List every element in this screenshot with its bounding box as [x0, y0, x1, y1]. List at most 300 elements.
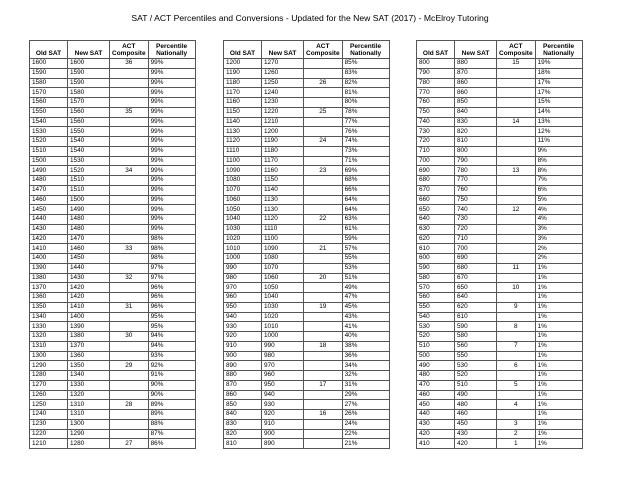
table-row — [30, 293, 196, 303]
table-row — [417, 195, 583, 205]
table-row — [224, 68, 390, 78]
table-row — [417, 166, 583, 176]
act-composite-cell — [110, 205, 149, 215]
act-composite-cell: 4 — [497, 400, 536, 410]
new-sat-cell: 860 — [455, 78, 497, 88]
table-row — [417, 176, 583, 186]
percentile-cell: 63% — [342, 215, 389, 225]
old-sat-cell: 1110 — [224, 146, 262, 156]
old-sat-cell: 1460 — [30, 195, 68, 205]
percentile-cell: 6% — [535, 185, 582, 195]
act-composite-cell — [110, 293, 149, 303]
act-composite-cell: 5 — [497, 380, 536, 390]
table-row — [30, 429, 196, 439]
new-sat-cell: 930 — [262, 400, 304, 410]
old-sat-cell: 550 — [417, 302, 455, 312]
new-sat-cell: 1290 — [68, 429, 110, 439]
percentile-cell: 1% — [535, 341, 582, 351]
new-sat-cell: 980 — [262, 351, 304, 361]
table-row — [224, 371, 390, 381]
table-row — [417, 361, 583, 371]
table-row — [224, 98, 390, 108]
percentile-cell: 77% — [342, 117, 389, 127]
act-composite-cell — [497, 215, 536, 225]
act-composite-cell — [497, 146, 536, 156]
act-composite-cell — [497, 127, 536, 137]
old-sat-cell: 960 — [224, 293, 262, 303]
percentile-cell: 18% — [535, 68, 582, 78]
act-composite-cell: 3 — [497, 419, 536, 429]
old-sat-cell: 1290 — [30, 361, 68, 371]
percentile-cell: 81% — [342, 88, 389, 98]
act-composite-cell — [110, 380, 149, 390]
act-composite-cell — [497, 224, 536, 234]
new-sat-cell: 620 — [455, 302, 497, 312]
old-sat-cell: 1210 — [30, 439, 68, 449]
old-sat-cell: 790 — [417, 68, 455, 78]
percentile-cell: 1% — [535, 312, 582, 322]
new-sat-cell: 860 — [455, 88, 497, 98]
old-sat-cell: 1190 — [224, 68, 262, 78]
table-row — [224, 88, 390, 98]
old-sat-cell: 1010 — [224, 244, 262, 254]
table-row — [417, 185, 583, 195]
act-composite-cell: 34 — [110, 166, 149, 176]
new-sat-cell: 1510 — [68, 185, 110, 195]
act-composite-cell: 12 — [497, 205, 536, 215]
table-row — [224, 117, 390, 127]
old-sat-cell: 580 — [417, 273, 455, 283]
old-sat-cell: 1030 — [224, 224, 262, 234]
table-row — [30, 137, 196, 147]
percentile-cell: 92% — [148, 361, 195, 371]
old-sat-cell: 1590 — [30, 68, 68, 78]
old-sat-cell: 670 — [417, 185, 455, 195]
old-sat-cell: 1360 — [30, 293, 68, 303]
percentile-cell: 31% — [342, 380, 389, 390]
act-composite-cell — [110, 127, 149, 137]
percentile-cell: 38% — [342, 341, 389, 351]
table-row — [30, 390, 196, 400]
act-composite-cell: 16 — [304, 410, 343, 420]
table-row — [224, 410, 390, 420]
old-sat-cell: 1100 — [224, 156, 262, 166]
table-row — [417, 146, 583, 156]
act-composite-cell — [497, 244, 536, 254]
act-composite-cell — [110, 312, 149, 322]
table-row — [224, 166, 390, 176]
table-row — [30, 283, 196, 293]
percentile-cell: 1% — [535, 293, 582, 303]
percentile-cell: 8% — [535, 166, 582, 176]
table-row — [30, 98, 196, 108]
new-sat-cell: 1190 — [262, 137, 304, 147]
percentile-cell: 99% — [148, 98, 195, 108]
percentile-cell: 3% — [535, 234, 582, 244]
table-row — [224, 390, 390, 400]
new-sat-cell: 820 — [455, 127, 497, 137]
old-sat-cell: 520 — [417, 332, 455, 342]
act-composite-cell: 11 — [497, 263, 536, 273]
percentile-cell: 64% — [342, 195, 389, 205]
act-composite-cell — [497, 254, 536, 264]
table-row — [417, 88, 583, 98]
table-row — [224, 312, 390, 322]
act-composite-cell — [110, 224, 149, 234]
new-sat-cell: 740 — [455, 205, 497, 215]
old-sat-cell: 860 — [224, 390, 262, 400]
table-row — [224, 195, 390, 205]
old-sat-cell: 990 — [224, 263, 262, 273]
old-sat-cell: 800 — [417, 59, 455, 69]
percentile-cell: 99% — [148, 117, 195, 127]
act-composite-cell — [304, 68, 343, 78]
new-sat-cell: 1520 — [68, 166, 110, 176]
percentile-cell: 80% — [342, 98, 389, 108]
old-sat-cell: 1090 — [224, 166, 262, 176]
table-row — [224, 78, 390, 88]
percentile-cell: 17% — [535, 78, 582, 88]
act-composite-cell — [304, 146, 343, 156]
new-sat-cell: 1210 — [262, 117, 304, 127]
old-sat-cell: 1070 — [224, 185, 262, 195]
table-row — [30, 244, 196, 254]
table-row — [417, 371, 583, 381]
act-composite-cell — [304, 234, 343, 244]
percentile-cell: 26% — [342, 410, 389, 420]
old-sat-cell: 1250 — [30, 400, 68, 410]
new-sat-cell: 880 — [455, 59, 497, 69]
act-composite-cell — [110, 234, 149, 244]
table-row — [417, 254, 583, 264]
act-composite-cell — [497, 332, 536, 342]
old-sat-cell: 1350 — [30, 302, 68, 312]
act-composite-cell: 22 — [304, 215, 343, 225]
table-row — [417, 215, 583, 225]
old-sat-cell: 1080 — [224, 176, 262, 186]
old-sat-cell: 810 — [224, 439, 262, 449]
act-composite-cell — [497, 98, 536, 108]
header-row — [417, 41, 583, 59]
old-sat-cell: 920 — [224, 332, 262, 342]
act-composite-cell: 13 — [497, 166, 536, 176]
new-sat-cell: 840 — [455, 107, 497, 117]
new-sat-cell: 560 — [455, 341, 497, 351]
new-sat-cell: 1000 — [262, 332, 304, 342]
act-composite-cell — [497, 88, 536, 98]
new-sat-cell: 1560 — [68, 107, 110, 117]
new-sat-cell: 1110 — [262, 224, 304, 234]
table-row — [224, 156, 390, 166]
percentile-cell: 90% — [148, 380, 195, 390]
old-sat-cell: 1130 — [224, 127, 262, 137]
table-row — [417, 98, 583, 108]
old-sat-cell: 1510 — [30, 146, 68, 156]
act-composite-cell — [304, 59, 343, 69]
table-row — [224, 419, 390, 429]
table-row — [30, 351, 196, 361]
new-sat-cell: 950 — [262, 380, 304, 390]
new-sat-cell: 1040 — [262, 293, 304, 303]
table-row — [417, 400, 583, 410]
act-composite-cell — [110, 419, 149, 429]
old-sat-cell: 1270 — [30, 380, 68, 390]
table-row — [224, 293, 390, 303]
percentile-cell: 59% — [342, 234, 389, 244]
table-row — [417, 117, 583, 127]
old-sat-cell: 530 — [417, 322, 455, 332]
percentile-cell: 2% — [535, 254, 582, 264]
percentile-cell: 27% — [342, 400, 389, 410]
table-row — [224, 263, 390, 273]
new-sat-cell: 1390 — [68, 322, 110, 332]
old-sat-cell: 1450 — [30, 205, 68, 215]
new-sat-cell: 490 — [455, 390, 497, 400]
page-title: SAT / ACT Percentiles and Conversions - Updated for the New SAT (2017) - McElroy Tutoring — [131, 13, 489, 23]
percentile-cell: 3% — [535, 224, 582, 234]
act-composite-cell — [110, 146, 149, 156]
new-sat-cell: 1400 — [68, 312, 110, 322]
new-sat-cell: 1510 — [68, 176, 110, 186]
new-sat-cell: 970 — [262, 361, 304, 371]
table-row — [30, 322, 196, 332]
old-sat-cell: 570 — [417, 283, 455, 293]
new-sat-cell: 920 — [262, 410, 304, 420]
new-sat-cell: 940 — [262, 390, 304, 400]
percentile-cell: 95% — [148, 312, 195, 322]
old-sat-cell: 490 — [417, 361, 455, 371]
old-sat-cell: 1540 — [30, 117, 68, 127]
table-row — [417, 390, 583, 400]
old-sat-cell: 1380 — [30, 273, 68, 283]
act-composite-cell — [304, 351, 343, 361]
act-composite-cell — [497, 371, 536, 381]
percentile-cell: 1% — [535, 439, 582, 449]
percentile-cell: 1% — [535, 273, 582, 283]
percentile-cell: 99% — [148, 68, 195, 78]
table-row — [30, 78, 196, 88]
new-sat-cell: 1600 — [68, 59, 110, 69]
table-row — [30, 400, 196, 410]
header-act-composite: ACT Composite — [497, 41, 536, 59]
act-composite-cell: 14 — [497, 117, 536, 127]
act-composite-cell — [497, 312, 536, 322]
new-sat-cell: 850 — [455, 98, 497, 108]
old-sat-cell: 1060 — [224, 195, 262, 205]
act-composite-cell: 26 — [304, 78, 343, 88]
percentile-cell: 64% — [342, 205, 389, 215]
act-composite-cell — [304, 322, 343, 332]
table-row — [417, 410, 583, 420]
table-row — [224, 254, 390, 264]
table-row — [224, 59, 390, 69]
act-composite-cell — [304, 156, 343, 166]
old-sat-cell: 870 — [224, 380, 262, 390]
table-row — [30, 166, 196, 176]
act-composite-cell — [110, 98, 149, 108]
new-sat-cell: 590 — [455, 322, 497, 332]
percentile-cell: 9% — [535, 146, 582, 156]
table-row — [30, 263, 196, 273]
header-new-sat: New SAT — [68, 41, 110, 59]
table-row — [30, 215, 196, 225]
old-sat-cell: 940 — [224, 312, 262, 322]
new-sat-cell: 700 — [455, 244, 497, 254]
new-sat-cell: 1050 — [262, 283, 304, 293]
table-row — [224, 341, 390, 351]
table-row — [224, 185, 390, 195]
old-sat-cell: 1300 — [30, 351, 68, 361]
percentile-cell: 99% — [148, 137, 195, 147]
percentile-cell: 55% — [342, 254, 389, 264]
percentile-cell: 1% — [535, 322, 582, 332]
act-composite-cell — [110, 263, 149, 273]
new-sat-cell: 1160 — [262, 166, 304, 176]
act-composite-cell — [497, 390, 536, 400]
new-sat-cell: 1460 — [68, 244, 110, 254]
old-sat-cell: 1480 — [30, 176, 68, 186]
percentile-cell: 99% — [148, 156, 195, 166]
percentile-cell: 2% — [535, 244, 582, 254]
percentile-cell: 99% — [148, 195, 195, 205]
act-composite-cell: 17 — [304, 380, 343, 390]
old-sat-cell: 980 — [224, 273, 262, 283]
old-sat-cell: 1490 — [30, 166, 68, 176]
old-sat-cell: 1170 — [224, 88, 262, 98]
act-composite-cell — [110, 117, 149, 127]
new-sat-cell: 830 — [455, 117, 497, 127]
table-row — [417, 68, 583, 78]
old-sat-cell: 1140 — [224, 117, 262, 127]
act-composite-cell — [304, 332, 343, 342]
new-sat-cell: 1300 — [68, 419, 110, 429]
new-sat-cell: 1430 — [68, 273, 110, 283]
table-row — [30, 127, 196, 137]
act-composite-cell — [110, 341, 149, 351]
old-sat-cell: 740 — [417, 117, 455, 127]
percentile-cell: 69% — [342, 166, 389, 176]
percentile-cell: 99% — [148, 166, 195, 176]
percentile-cell: 89% — [148, 410, 195, 420]
new-sat-cell: 420 — [455, 439, 497, 449]
new-sat-cell: 810 — [455, 137, 497, 147]
table-row — [30, 176, 196, 186]
old-sat-cell: 770 — [417, 88, 455, 98]
new-sat-cell: 1340 — [68, 371, 110, 381]
act-composite-cell — [110, 176, 149, 186]
table-row — [30, 341, 196, 351]
percentile-cell: 73% — [342, 146, 389, 156]
act-composite-cell — [110, 390, 149, 400]
new-sat-cell: 480 — [455, 400, 497, 410]
new-sat-cell: 520 — [455, 371, 497, 381]
header-new-sat: New SAT — [455, 41, 497, 59]
act-composite-cell: 35 — [110, 107, 149, 117]
percentile-cell: 99% — [148, 107, 195, 117]
table-row — [224, 215, 390, 225]
new-sat-cell: 1120 — [262, 215, 304, 225]
percentile-cell: 98% — [148, 234, 195, 244]
old-sat-cell: 1230 — [30, 419, 68, 429]
table-row — [417, 332, 583, 342]
percentile-cell: 5% — [535, 195, 582, 205]
old-sat-cell: 1180 — [224, 78, 262, 88]
percentile-cell: 1% — [535, 390, 582, 400]
act-composite-cell — [304, 263, 343, 273]
new-sat-cell: 900 — [262, 429, 304, 439]
percentile-cell: 96% — [148, 293, 195, 303]
table-row — [224, 176, 390, 186]
percentile-cell: 99% — [148, 78, 195, 88]
new-sat-cell: 750 — [455, 195, 497, 205]
new-sat-cell: 450 — [455, 419, 497, 429]
percentile-cell: 78% — [342, 107, 389, 117]
new-sat-cell: 800 — [455, 146, 497, 156]
header-act-composite: ACT Composite — [110, 41, 149, 59]
percentile-cell: 99% — [148, 185, 195, 195]
table-row — [224, 351, 390, 361]
table-row — [417, 156, 583, 166]
percentile-cell: 96% — [148, 283, 195, 293]
act-composite-cell: 21 — [304, 244, 343, 254]
old-sat-cell: 460 — [417, 390, 455, 400]
new-sat-cell: 910 — [262, 419, 304, 429]
old-sat-cell: 1000 — [224, 254, 262, 264]
new-sat-cell: 1500 — [68, 195, 110, 205]
header-old-sat: Old SAT — [224, 41, 262, 59]
act-composite-cell — [110, 254, 149, 264]
act-composite-cell — [497, 156, 536, 166]
new-sat-cell: 1080 — [262, 254, 304, 264]
act-composite-cell — [497, 351, 536, 361]
new-sat-cell: 1220 — [262, 107, 304, 117]
old-sat-cell: 910 — [224, 341, 262, 351]
old-sat-cell: 470 — [417, 380, 455, 390]
act-composite-cell: 18 — [304, 341, 343, 351]
new-sat-cell: 1130 — [262, 195, 304, 205]
table-row — [30, 107, 196, 117]
old-sat-cell: 680 — [417, 176, 455, 186]
header-row — [30, 41, 196, 59]
act-composite-cell — [110, 195, 149, 205]
new-sat-cell: 1490 — [68, 205, 110, 215]
table-row — [417, 322, 583, 332]
percentile-cell: 94% — [148, 341, 195, 351]
new-sat-cell: 1060 — [262, 273, 304, 283]
table-row — [417, 380, 583, 390]
old-sat-cell: 1440 — [30, 215, 68, 225]
header-old-sat: Old SAT — [417, 41, 455, 59]
percentile-cell: 4% — [535, 205, 582, 215]
old-sat-cell: 1040 — [224, 215, 262, 225]
new-sat-cell: 870 — [455, 68, 497, 78]
percentile-cell: 99% — [148, 88, 195, 98]
old-sat-cell: 560 — [417, 293, 455, 303]
act-composite-cell: 7 — [497, 341, 536, 351]
percentile-cell: 1% — [535, 400, 582, 410]
new-sat-cell: 680 — [455, 263, 497, 273]
new-sat-cell: 990 — [262, 341, 304, 351]
percentile-cell: 66% — [342, 185, 389, 195]
new-sat-cell: 1140 — [262, 185, 304, 195]
old-sat-cell: 830 — [224, 419, 262, 429]
act-composite-cell — [304, 98, 343, 108]
old-sat-cell: 1050 — [224, 205, 262, 215]
new-sat-cell: 1470 — [68, 234, 110, 244]
old-sat-cell: 1600 — [30, 59, 68, 69]
percentile-cell: 1% — [535, 361, 582, 371]
table-row — [30, 371, 196, 381]
